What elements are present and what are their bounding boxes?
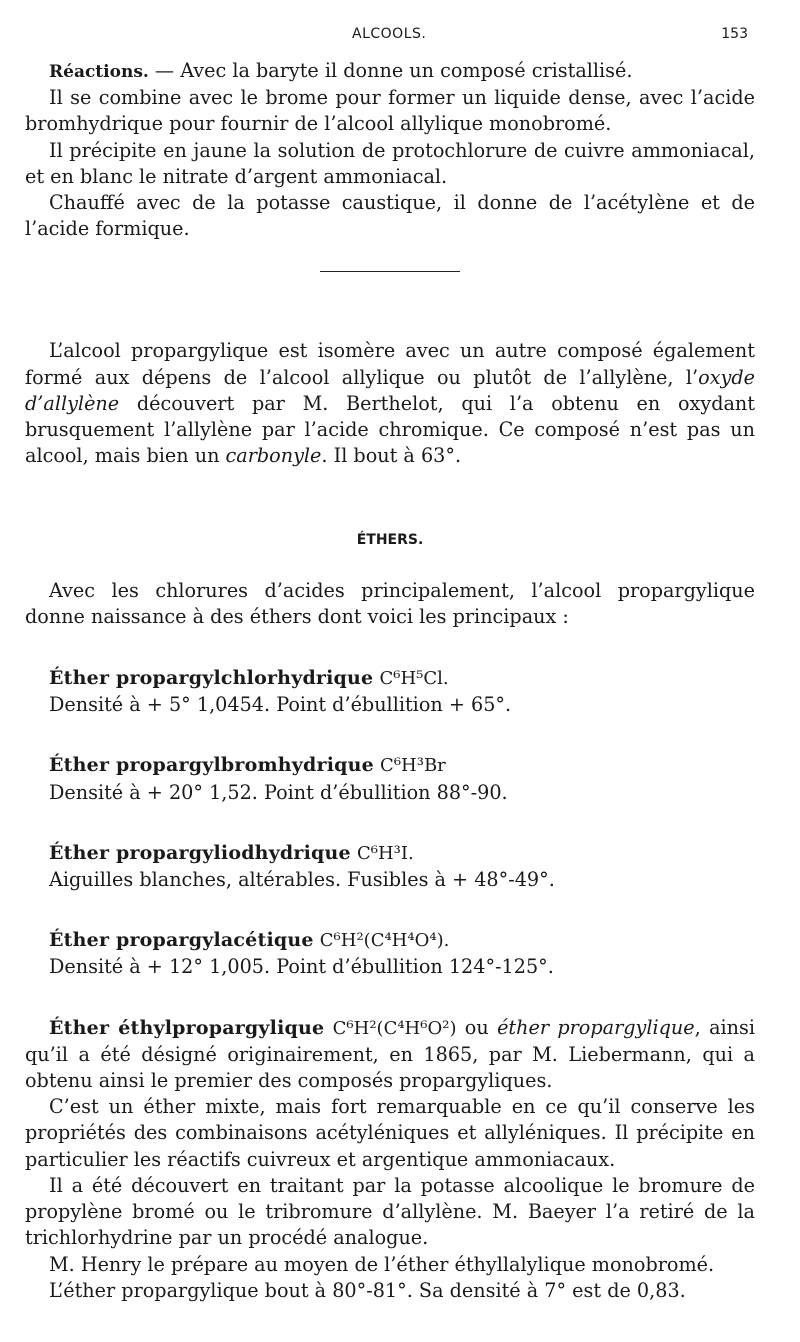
ether-name: Éther propargylbromhydrique	[49, 754, 374, 777]
ether-entry	[25, 752, 755, 805]
page-body	[25, 58, 755, 1304]
ether-name: Éther propargylchlorhydrique	[49, 667, 374, 690]
precipitate-paragraph: Il précipite en jaune la solution de protochlorure de cuivre ammoniacal, et en blanc le nitrate d’argent ammoniacal.	[25, 138, 755, 188]
ether-detail: Aiguilles blanches, altérables. Fusibles à + 48°-49°.	[49, 868, 555, 892]
reactions-label: Réactions.	[49, 62, 149, 82]
ethyl-text-b: , ainsi qu’il a été désigné originairement, en 1865, par M. Liebermann, qui a obtenu ainsi le premier des composés propargyliques.	[25, 1015, 756, 1093]
section-title: ÉTHERS.	[356, 532, 424, 549]
page-number: 153	[721, 26, 748, 42]
isomer-term-oxyde: oxyde d’allylène	[25, 365, 755, 415]
ether-detail: Densité à + 20° 1,52. Point d’ébullition 88°-90.	[49, 780, 508, 804]
reactions-text: — Avec la baryte il donne un composé cristallisé.	[148, 59, 633, 82]
ethyl-paragraph	[25, 1015, 755, 1095]
isomer-text-a: L’alcool propargylique est isomère avec un autre composé également formé aux dépens de l’alcool allylique ou plutôt de l’allylène, l’	[25, 339, 755, 389]
ether-formula: C⁶H³I.	[356, 842, 414, 864]
ether-entry	[25, 840, 755, 893]
ethyl-text-a: ou	[456, 1015, 498, 1039]
ethyl-name: Éther éthylpropargylique	[49, 1016, 325, 1039]
ether-heading	[25, 927, 755, 954]
ether-heading	[25, 840, 755, 867]
ethyl-formula: C⁶H²(C⁴H⁶O²)	[332, 1017, 457, 1039]
boiling-paragraph: L’éther propargylique bout à 80°-81°. Sa densité à 7° est de 0,83.	[49, 1278, 686, 1302]
ether-heading	[25, 665, 755, 692]
running-title: ALCOOLS.	[352, 26, 427, 42]
ether-entry	[25, 927, 755, 980]
discovery-paragraph: Il a été découvert en traitant par la potasse alcoolique le bromure de propylène bromé ou le tribromure d’allylène. M. Baeyer l’a retiré de la trichlorhydrine par un procédé analogue.	[25, 1173, 755, 1250]
potash-paragraph: Chauffé avec de la potasse caustique, il donne de l’acétylène et de l’acide formique.	[25, 191, 755, 241]
running-head	[0, 26, 800, 46]
isomer-text-c: découvert par M. Berthelot, qui l’a obtenu en oxydant brusquement l’allylène par l’acide chromique. Ce composé n’est pas un alcool, mais bien un	[25, 391, 755, 468]
isomer-paragraph	[25, 338, 755, 469]
ether-detail: Densité à + 12° 1,005. Point d’ébullition 124°-125°.	[49, 955, 554, 979]
ether-entry	[25, 665, 755, 718]
isomer-text-e: . Il bout à 63°.	[321, 444, 462, 468]
mixed-ether-paragraph: C’est un éther mixte, mais fort remarquable en ce qu’il conserve les propriétés des combinaisons acétyléniques et allyléniques. Il précipite en particulier les réactifs cuivreux et argentique ammoniacaux.	[25, 1095, 755, 1171]
ether-formula: C⁶H²(C⁴H⁴O⁴).	[319, 930, 450, 952]
ether-formula: C⁶H³Br	[380, 755, 446, 777]
ether-name: Éther propargylacétique	[49, 929, 314, 952]
ether-name: Éther propargyliodhydrique	[49, 841, 351, 864]
ether-detail: Densité à + 5° 1,0454. Point d’ébullition + 65°.	[49, 693, 512, 717]
bromine-paragraph: Il se combine avec le brome pour former un liquide dense, avec l’acide bromhydrique pour fournir de l’alcool allylique monobromé.	[25, 86, 755, 136]
isomer-term-carbonyle: carbonyle	[225, 444, 322, 468]
reactions-paragraph	[25, 58, 755, 85]
ethers-intro: Avec les chlorures d’acides principalement, l’alcool propargylique donne naissance à des éthers dont voici les principaux :	[25, 578, 755, 628]
henry-paragraph: M. Henry le prépare au moyen de l’éther éthyllalylique monobromé.	[49, 1252, 715, 1276]
ethyl-alt-name: éther propargylique	[497, 1015, 695, 1039]
ether-formula: C⁶H⁵Cl.	[379, 668, 449, 690]
ether-heading	[25, 752, 755, 779]
separator-rule	[320, 271, 460, 272]
